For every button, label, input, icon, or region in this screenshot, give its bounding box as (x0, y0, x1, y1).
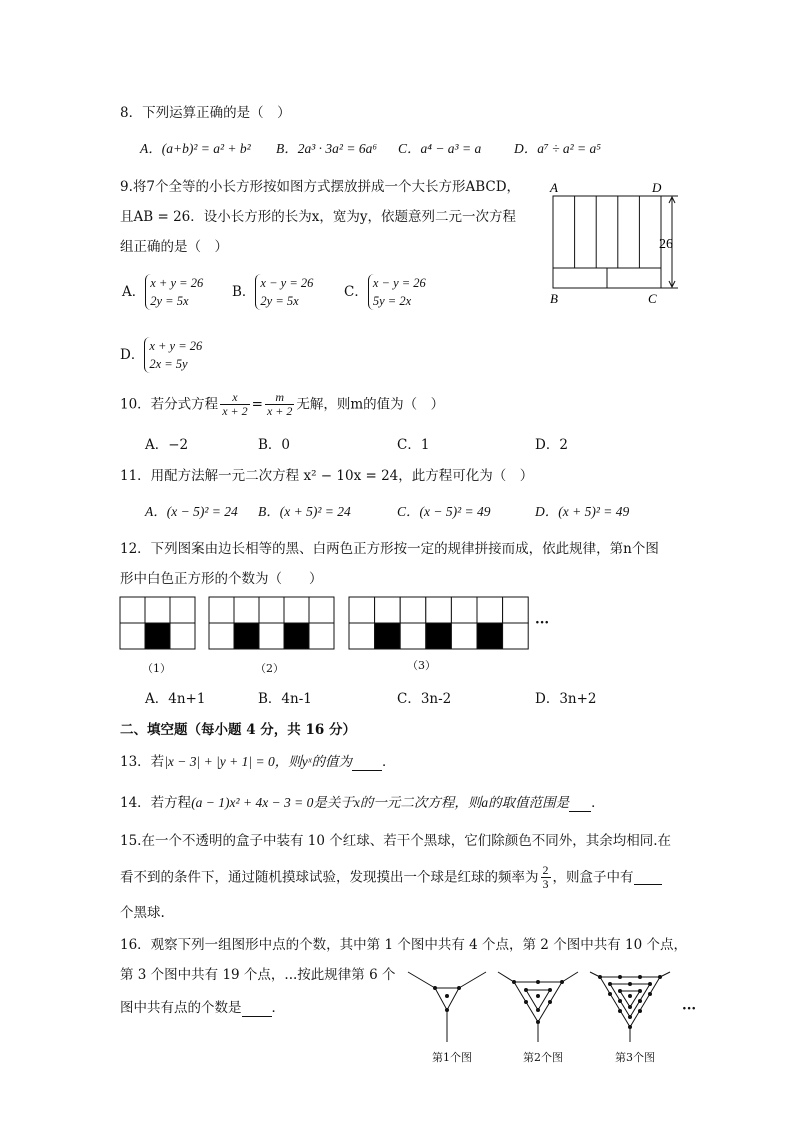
q12-option-c: C．3n-2 (397, 691, 452, 707)
q9-option-d (120, 337, 202, 373)
q14-answer-blank[interactable] (569, 797, 591, 812)
q12-pattern-2 (209, 597, 335, 649)
q12-option-d: D．3n+2 (535, 691, 597, 707)
q10-option-b: B．0 (258, 437, 291, 453)
q16-caption-2: 第2个图 (523, 1051, 563, 1064)
q10-den1: x + 2 (222, 404, 248, 418)
q8-option-a: A．(a+b)² = a² + b² (140, 141, 251, 156)
q12-caption-2: （2） (255, 662, 284, 675)
q15-fraction (541, 864, 551, 891)
q8-stem: 8．下列运算正确的是（ ） (120, 105, 291, 121)
q16-line3-text: 图中共有点的个数是 (120, 1000, 242, 1016)
q9-a-eq1: x + y = 26 (150, 276, 204, 290)
q11-option-a: A．(x − 5)² = 24 (145, 504, 238, 519)
q9-line2: 且AB = 26．设小长方形的长为x，宽为y，依题意列二元一次方程 (120, 209, 516, 225)
q9-line1: 9.将7个全等的小长方形按如图方式摆放拼成一个大长方形ABCD， (120, 179, 521, 195)
q10-option-c: C．1 (397, 437, 430, 453)
q9-fig-label-c: C (648, 291, 657, 306)
q9-d-eq2: 2x = 5y (149, 357, 188, 371)
q9-d-label: D． (120, 347, 145, 363)
q15-line1: 15.在一个不透明的盒子中装有 10 个红球、若干个黑球，它们除颜色不同外，其余均相同.在 (120, 833, 672, 849)
q13-stem (120, 753, 396, 771)
q9-fig-label-d: D (652, 180, 662, 195)
q11-option-b: B．(x + 5)² = 24 (258, 504, 351, 519)
q8-option-b: B．2a³ · 3a² = 6a⁶ (276, 141, 378, 156)
q16-ellipsis: ··· (682, 1001, 697, 1017)
q9-option-a (122, 274, 203, 310)
q10-num1: x (220, 391, 249, 405)
q15-line2 (120, 864, 662, 891)
q9-a-system (145, 274, 203, 310)
q10-option-d: D．2 (535, 437, 568, 453)
q9-d-eq1: x + y = 26 (149, 339, 203, 353)
q9-rectangle-figure (540, 178, 690, 306)
q9-c-eq1: x − y = 26 (372, 276, 426, 290)
q12-pattern-1 (120, 597, 196, 649)
q16-figure-2 (498, 972, 580, 1044)
q16-answer-blank[interactable] (242, 1002, 272, 1017)
q8-option-c: C．a⁴ − a³ = a (398, 141, 482, 156)
q15-line2-b: ，则盒子中有 (552, 869, 634, 886)
q12-caption-1: （1） (142, 662, 171, 675)
q14-math: (a − 1)x² + 4x − 3 = 0是关于x的一元二次方程，则a的取值范围是 (191, 795, 570, 810)
q16-caption-3: 第3个图 (615, 1051, 655, 1064)
q16-figure-1 (408, 972, 488, 1044)
q8-option-d: D．a⁷ ÷ a² = a⁵ (514, 141, 601, 156)
q11-option-c: C．(x − 5)² = 49 (397, 504, 491, 519)
q10-den2: x + 2 (266, 404, 293, 418)
q9-a-label: A． (122, 284, 146, 300)
q15-frac-num: 2 (542, 863, 549, 877)
q13-post: ． (382, 754, 396, 770)
q14-post: ． (591, 795, 605, 811)
q16-figure-3 (590, 972, 672, 1044)
q9-b-eq2: 2y = 5x (260, 294, 299, 308)
q9-c-eq2: 5y = 2x (372, 294, 412, 308)
q15-line3: 个黑球. (120, 905, 165, 921)
q15-line2-a: 看不到的条件下，通过随机摸球试验，发现摸出一个球是红球的频率为 (120, 869, 539, 886)
q9-c-label: C． (344, 284, 368, 300)
q10-pre: 10．若分式方程 (120, 396, 219, 413)
q12-caption-3: （3） (407, 659, 436, 672)
q10-option-a: A．−2 (145, 437, 189, 453)
q16-line2: 第 3 个图中共有 19 个点，...按此规律第 6 个 (120, 967, 396, 983)
q15-answer-blank[interactable] (634, 870, 662, 885)
q10-post: 无解，则m的值为（ ） (296, 396, 445, 413)
q9-option-b (232, 274, 313, 310)
q10-stem (120, 391, 444, 418)
q9-a-eq2: 2y = 5x (150, 294, 189, 308)
section-2-heading: 二、填空题（每小题 4 分，共 16 分） (120, 722, 356, 738)
q9-b-eq1: x − y = 26 (260, 276, 314, 290)
q11-option-d: D．(x + 5)² = 49 (535, 504, 630, 519)
q9-b-label: B． (232, 284, 256, 300)
q10-fraction-left (220, 391, 249, 418)
q12-line1: 12．下列图案由边长相等的黑、白两色正方形按一定的规律拼接而成，依此规律，第n个图 (120, 541, 659, 557)
q16-line3 (120, 999, 285, 1017)
q9-c-system (368, 274, 426, 310)
q10-fraction-right (265, 391, 294, 418)
q12-pattern-3 (349, 597, 529, 649)
q12-ellipsis: ··· (535, 615, 550, 631)
q10-equals: = (251, 396, 263, 413)
q13-pre: 13．若 (120, 754, 165, 770)
q16-post: ． (271, 1000, 285, 1016)
q15-frac-den: 3 (542, 877, 549, 891)
q16-line1: 16．观察下列一组图形中点的个数，其中第 1 个图中共有 4 个点，第 2 个图中共有 10 个点， (120, 937, 687, 953)
q9-fig-dim-label: 26 (659, 237, 673, 252)
q13-answer-blank[interactable] (352, 756, 382, 771)
q14-pre: 14．若方程 (120, 795, 192, 811)
q12-option-a: A．4n+1 (145, 691, 206, 707)
q12-line2: 形中白色正方形的个数为（ ） (120, 571, 323, 587)
q10-num2: m (265, 391, 294, 405)
q12-option-b: B．4n-1 (258, 691, 312, 707)
q9-fig-label-b: B (550, 291, 558, 306)
q9-fig-label-a: A (550, 180, 558, 195)
q14-stem (120, 794, 605, 812)
q13-math: |x − 3| + |y + 1| = 0，则yˣ的值为 (164, 754, 353, 769)
q11-stem: 11．用配方法解一元二次方程 x² − 10x = 24，此方程可化为（ ） (120, 468, 534, 484)
q9-d-system (144, 337, 202, 373)
q9-b-system (255, 274, 313, 310)
q9-option-c (344, 274, 426, 310)
q16-caption-1: 第1个图 (432, 1051, 472, 1064)
q9-line3: 组正确的是（ ） (120, 239, 228, 255)
